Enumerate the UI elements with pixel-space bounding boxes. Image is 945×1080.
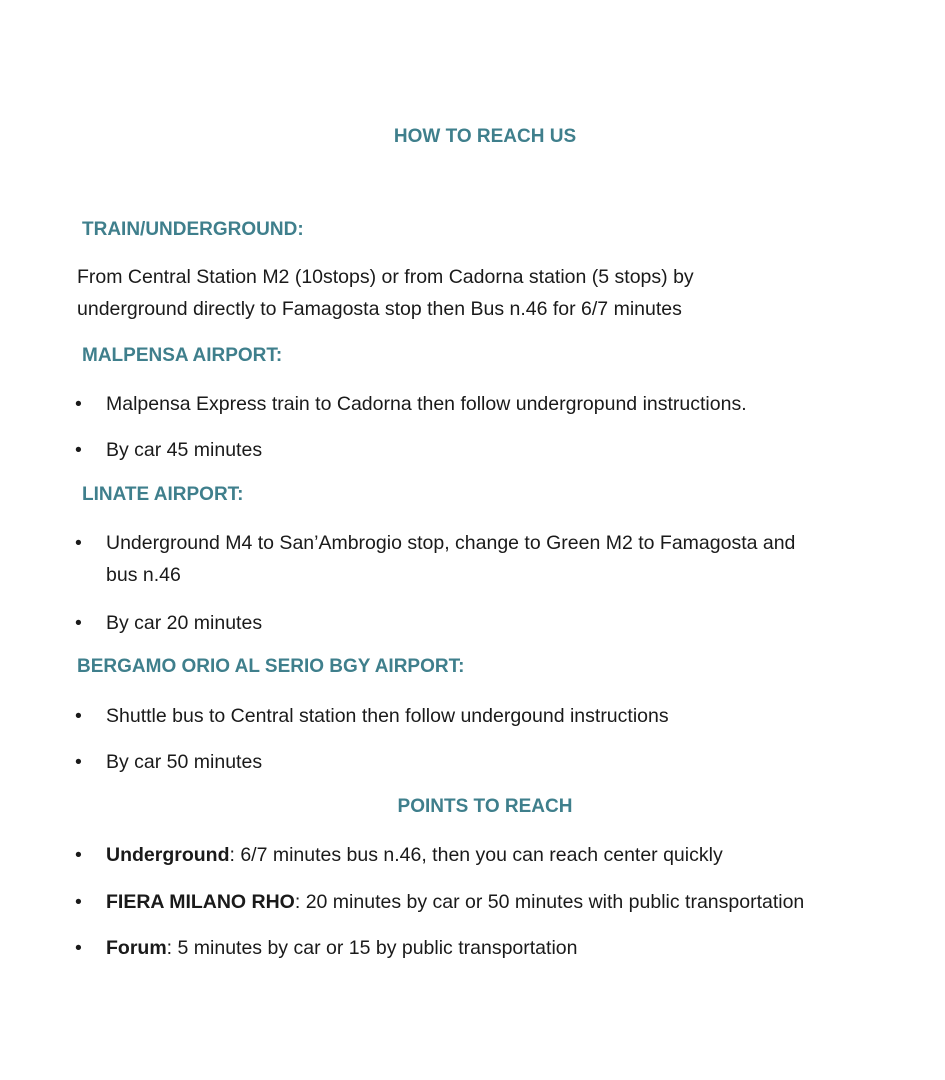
- points-heading: POINTS TO REACH: [397, 796, 573, 817]
- list-item-text: By car 20 minutes: [106, 612, 263, 634]
- list-item-text: bus n.46: [106, 564, 181, 586]
- point-description: : 20 minutes by car or 50 minutes with public transportation: [294, 891, 805, 913]
- bullet-icon: •: [75, 844, 82, 866]
- train-heading: TRAIN/UNDERGROUND:: [82, 219, 304, 240]
- list-item-text: Underground M4 to San’Ambrogio stop, change to Green M2 to Famagosta and: [106, 532, 796, 554]
- train-text-line: underground directly to Famagosta stop then Bus n.46 for 6/7 minutes: [77, 298, 682, 320]
- list-item-text: By car 45 minutes: [106, 439, 263, 461]
- list-item-text: [106, 932, 906, 964]
- malpensa-heading: MALPENSA AIRPORT:: [82, 345, 283, 366]
- list-item-text: [106, 839, 906, 871]
- bullet-icon: •: [75, 393, 82, 415]
- linate-heading: LINATE AIRPORT:: [82, 484, 244, 505]
- bullet-icon: •: [75, 705, 82, 727]
- point-label: Underground: [106, 844, 230, 866]
- page-title: HOW TO REACH US: [393, 126, 577, 147]
- bergamo-heading: BERGAMO ORIO AL SERIO BGY AIRPORT:: [77, 656, 465, 677]
- list-item-text: [106, 886, 906, 918]
- bullet-icon: •: [75, 937, 82, 959]
- point-description: : 6/7 minutes bus n.46, then you can reach center quickly: [229, 844, 723, 866]
- list-item-text: By car 50 minutes: [106, 751, 263, 773]
- point-description: : 5 minutes by car or 15 by public transportation: [166, 937, 578, 959]
- bullet-icon: •: [75, 612, 82, 634]
- train-text-line: From Central Station M2 (10stops) or from Cadorna station (5 stops) by: [77, 266, 694, 288]
- bullet-icon: •: [75, 751, 82, 773]
- bullet-icon: •: [75, 439, 82, 461]
- list-item-text: Shuttle bus to Central station then follow undergound instructions: [106, 705, 669, 727]
- bullet-icon: •: [75, 891, 82, 913]
- point-label: Forum: [106, 937, 167, 959]
- list-item-text: Malpensa Express train to Cadorna then follow undergropund instructions.: [106, 393, 747, 415]
- bullet-icon: •: [75, 532, 82, 554]
- point-label: FIERA MILANO RHO: [106, 891, 295, 913]
- train-paragraph: [77, 261, 857, 325]
